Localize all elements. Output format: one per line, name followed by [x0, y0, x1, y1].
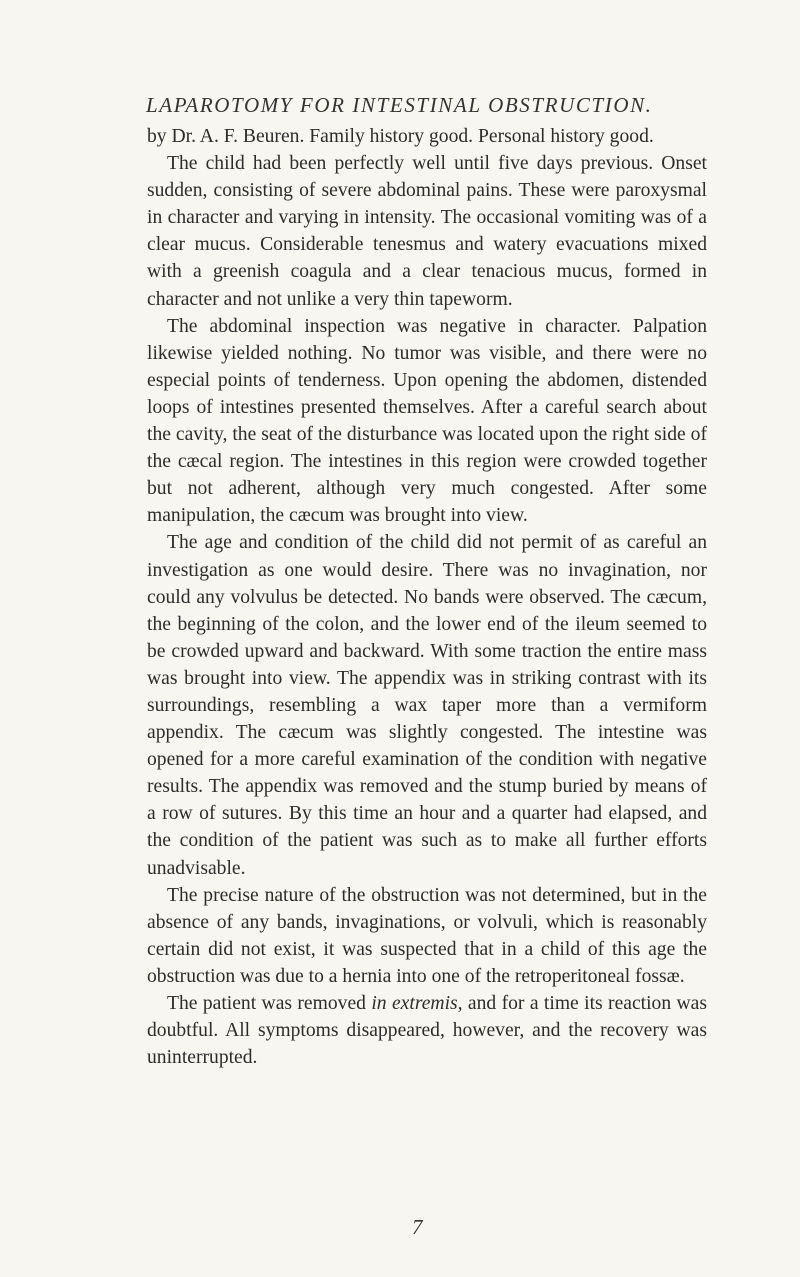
- paragraph-6-text-b: and for a time its reaction was doubtful. All symptoms disappeared, however, and the recovery was uninterrupted.: [147, 993, 707, 1069]
- paragraph-1: by Dr. A. F. Beuren. Family history good. Personal history good.: [147, 126, 654, 147]
- body-text: [147, 123, 707, 1071]
- paragraph-4: The age and condition of the child did not permit of as careful an investigation as one would desire. There was no invagination, nor could any volvulus be detected. No bands were observed. The cæcum, the beginning of the colon, and the lower end of the ileum seemed to be crowded upward and backward. With some traction the entire mass was brought into view. The appendix was in striking contrast with its surroundings, resembling a wax taper more than a vermiform appendix. The cæcum was slightly congested. The intestine was opened for a more careful examination of the condition with negative results. The appendix was removed and the stump buried by means of a row of sutures. By this time an hour and a quarter had elapsed, and the condition of the patient was such as to make all further efforts unadvisable.: [147, 532, 707, 879]
- paragraph-6-text-a: The patient was removed: [167, 993, 372, 1014]
- paragraph-2: The child had been perfectly well until five days previous. Onset sudden, consisting of severe abdominal pains. These were paroxysmal in character and varying in intensity. The occasional vomiting was of a clear mucus. Considerable tenesmus and watery evacuations mixed with a greenish coagula and a clear tenacious mucus, formed in character and not unlike a very thin tapeworm.: [147, 153, 707, 310]
- page-number: 7: [412, 1215, 423, 1239]
- running-head: LAPAROTOMY FOR INTESTINAL OBSTRUCTION.: [146, 93, 653, 117]
- paragraph-3: The abdominal inspection was negative in character. Palpation likewise yielded nothing. No tumor was visible, and there were no especial points of tenderness. Upon opening the abdomen, distended loops of intestines presented themselves. After a careful search about the cavity, the seat of the disturbance was located upon the right side of the cæcal region. The intestines in this region were crowded together but not adherent, although very much congested. After some manipulation, the cæcum was brought into view.: [147, 315, 707, 527]
- paragraph-5: The precise nature of the obstruction was not determined, but in the absence of any bands, invaginations, or volvuli, which is reasonably certain did not exist, it was suspected that in a child of this age the obstruction was due to a hernia into one of the retroperitoneal fossæ.: [147, 884, 707, 987]
- paragraph-6: [147, 990, 707, 1071]
- paragraph-6-italic-phrase: in extremis,: [371, 993, 463, 1014]
